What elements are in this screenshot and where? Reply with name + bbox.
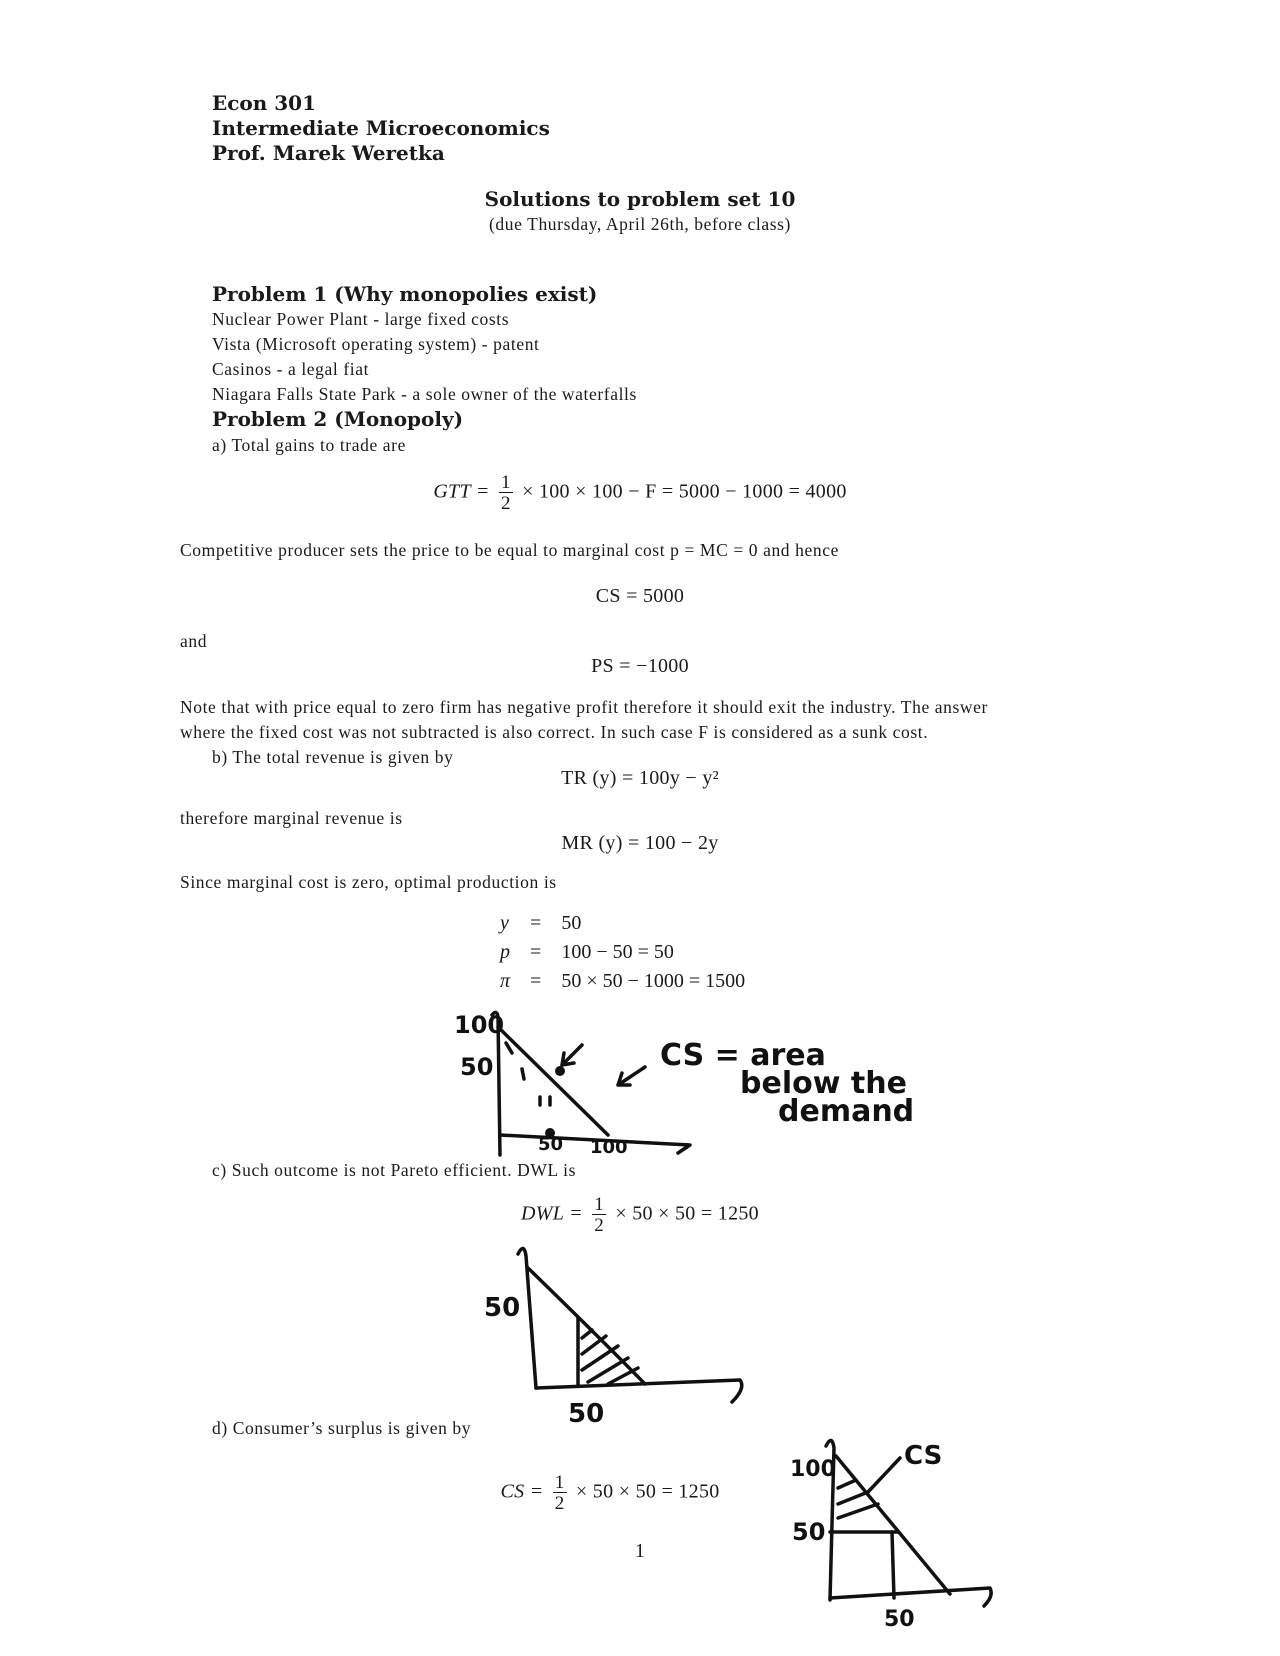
sketch2-hatch — [608, 1368, 638, 1384]
demand-sketch-cs — [440, 1005, 940, 1160]
fraction-half: $\frac{1}{2}$ — [594, 1194, 605, 1236]
sketch3-quantity-line — [892, 1532, 894, 1598]
professor-name: Prof. Marek Weretka — [212, 141, 445, 165]
sketch3-x-label: 50 — [884, 1607, 915, 1628]
sketch1-demand-line — [498, 1027, 608, 1135]
problem1-item: Vista (Microsoft operating system) - patent — [212, 334, 540, 354]
system-row: π = 50 × 50 − 1000 = 1500 — [500, 970, 746, 992]
problem1-item: Niagara Falls State Park - a sole owner of the waterfalls — [212, 384, 637, 404]
problem1-heading: Problem 1 (Why monopolies exist) — [212, 282, 598, 306]
gtt-lhs: GTT = — [433, 480, 490, 503]
sketch3-hatch — [838, 1504, 878, 1518]
mr-intro: therefore marginal revenue is — [180, 808, 403, 828]
and-text: and — [180, 631, 208, 651]
course-number: Econ 301 — [212, 91, 317, 115]
sketch2-hatch — [582, 1330, 592, 1338]
sketch3-hatch — [838, 1492, 868, 1504]
sketch1-y-mid-label: 50 — [460, 1053, 494, 1081]
system-row: p = 100 − 50 = 50 — [500, 941, 674, 963]
problem1-item: Casinos - a legal fiat — [212, 359, 370, 379]
part-b-intro: b) The total revenue is given by — [212, 747, 454, 767]
cs2-rhs: × 50 × 50 = 1250 — [575, 1480, 720, 1503]
cs-final-equation — [400, 1473, 820, 1513]
sketch3-hatch — [838, 1480, 856, 1488]
sketch1-point — [555, 1066, 565, 1076]
problem1-item: Nuclear Power Plant - large fixed costs — [212, 309, 510, 329]
problem2-heading: Problem 2 (Monopoly) — [212, 407, 464, 431]
sketch3-y-top-label: 100 — [790, 1457, 836, 1482]
part-d-intro: d) Consumer’s surplus is given by — [212, 1418, 472, 1438]
dwl-lhs: DWL = — [521, 1202, 583, 1225]
ps-equation: PS = −1000 — [591, 655, 689, 677]
sketch1-x-end-label: 100 — [590, 1137, 628, 1158]
sketch1-note: below the — [740, 1066, 907, 1101]
sketch1-x-mid-label: 50 — [538, 1134, 564, 1155]
dwl-equation — [440, 1195, 840, 1235]
due-date: (due Thursday, April 26th, before class) — [489, 214, 791, 234]
sketch2-hatch — [582, 1336, 606, 1354]
sketch2-x-axis — [536, 1380, 742, 1402]
sketch3-cs-label: CS — [904, 1441, 943, 1471]
note-line1: Note that with price equal to zero firm has negative profit therefore it should exit the industry. The answer — [180, 697, 988, 717]
part-c-intro: c) Such outcome is not Pareto efficient. DWL is — [212, 1160, 577, 1180]
sketch2-y-label: 50 — [484, 1293, 521, 1323]
page-number: 1 — [634, 1540, 646, 1562]
part-a-intro: a) Total gains to trade are — [212, 435, 406, 455]
document-title: Solutions to problem set 10 — [484, 187, 796, 211]
dwl-rhs: × 50 × 50 = 1250 — [615, 1202, 759, 1225]
consumer-surplus-sketch — [780, 1428, 1000, 1628]
document-header — [212, 91, 550, 166]
deadweight-loss-sketch — [470, 1238, 770, 1423]
cs2-lhs: CS = — [500, 1480, 544, 1503]
solution-system — [490, 909, 755, 996]
sketch1-note: CS = area — [660, 1038, 826, 1073]
sketch1-note: demand — [778, 1094, 915, 1129]
sketch2-x-label: 50 — [568, 1399, 605, 1423]
mr-equation: MR (y) = 100 − 2y — [561, 832, 719, 854]
sketch3-y-mid-label: 50 — [792, 1518, 826, 1546]
gtt-rhs: × 100 × 100 − F = 5000 − 1000 = 4000 — [522, 480, 847, 503]
fraction-half: $\frac{1}{2}$ — [554, 1472, 565, 1514]
optimal-intro: Since marginal cost is zero, optimal production is — [180, 872, 557, 892]
system-row: y = 50 — [500, 912, 582, 934]
sketch3-x-axis — [830, 1588, 991, 1606]
sketch1-y-top-label: 100 — [454, 1011, 505, 1039]
note-line2: where the fixed cost was not subtracted is also correct. In such case F is considered as a sunk cost. — [180, 722, 929, 742]
arrow-icon — [562, 1045, 582, 1065]
sketch1-dash — [506, 1043, 512, 1053]
competitive-text: Competitive producer sets the price to be equal to marginal cost p = MC = 0 and hence — [180, 540, 839, 560]
sketch1-dash — [522, 1069, 524, 1079]
cs-equation: CS = 5000 — [595, 585, 685, 607]
gtt-equation — [340, 473, 940, 513]
tr-equation: TR (y) = 100y − y² — [561, 767, 719, 789]
course-title: Intermediate Microeconomics — [212, 116, 550, 140]
arrow-icon — [868, 1458, 900, 1492]
fraction-half: $\frac{1}{2}$ — [500, 472, 511, 514]
arrow-icon — [618, 1067, 645, 1085]
